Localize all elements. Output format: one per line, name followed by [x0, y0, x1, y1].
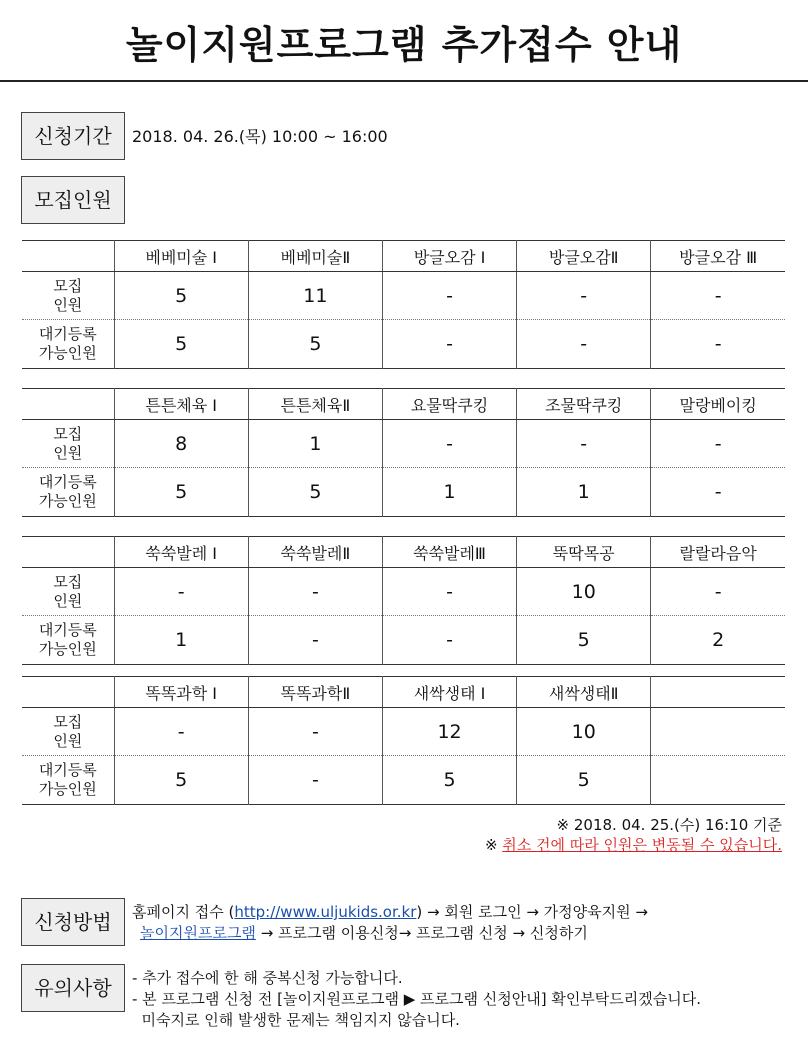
- row-label-line: 가능인원: [38, 640, 97, 658]
- wait-count: -: [248, 616, 382, 665]
- program-name: [651, 677, 785, 708]
- row-label-recruit: [22, 568, 114, 616]
- warning-text: 취소 건에 따라 인원은 변동될 수 있습니다.: [502, 836, 782, 854]
- wait-count: 2: [651, 616, 785, 665]
- wait-count: [651, 756, 785, 805]
- warning-note: [485, 834, 782, 855]
- recruit-count: 11: [248, 272, 382, 320]
- wait-count: -: [651, 468, 785, 517]
- wait-count: 1: [114, 616, 248, 665]
- program-name: 방글오감 Ⅲ: [651, 241, 785, 272]
- wait-count: -: [517, 320, 651, 369]
- program-table-4: [22, 676, 785, 805]
- method-line2-suffix: → 프로그램 이용신청→ 프로그램 신청 → 신청하기: [255, 924, 588, 942]
- program-name: 랄랄라음악: [651, 537, 785, 568]
- notice-line-1: - 추가 접수에 한 해 중복신청 가능합니다.: [132, 969, 403, 987]
- notice-line-3: 미숙지로 인해 발생한 문제는 책임지지 않습니다.: [132, 1011, 460, 1029]
- program-name: 새싹생태 I: [382, 677, 516, 708]
- program-name: 요물딱쿠킹: [382, 389, 516, 420]
- period-label: 신청기간: [21, 112, 125, 160]
- program-name: 베베미술Ⅱ: [248, 241, 382, 272]
- corner-cell: [22, 241, 114, 272]
- corner-cell: [22, 389, 114, 420]
- program-name: 방글오감Ⅱ: [517, 241, 651, 272]
- row-label-line: 인원: [53, 443, 83, 462]
- program-name: 새싹생태Ⅱ: [517, 677, 651, 708]
- wait-count: 5: [114, 756, 248, 805]
- recruit-count: -: [651, 568, 785, 616]
- wait-count: 5: [517, 616, 651, 665]
- program-table-2: [22, 388, 785, 517]
- recruit-count: 8: [114, 420, 248, 468]
- row-label-line: 인원: [53, 591, 83, 610]
- row-label-line: 가능인원: [38, 492, 97, 510]
- row-label-line: 가능인원: [38, 780, 97, 798]
- row-label-line: 가능인원: [38, 344, 97, 362]
- program-name: 똑똑과학 I: [114, 677, 248, 708]
- recruit-count: -: [248, 568, 382, 616]
- homepage-link[interactable]: http://www.uljukids.or.kr: [234, 903, 417, 921]
- row-label-recruit: [22, 272, 114, 320]
- program-name: 방글오감 I: [382, 241, 516, 272]
- row-label-wait: [22, 616, 114, 665]
- recruit-count: -: [651, 420, 785, 468]
- recruit-count: -: [248, 708, 382, 756]
- recruit-count: -: [382, 568, 516, 616]
- program-name: 쑥쑥발레Ⅲ: [382, 537, 516, 568]
- wait-count: -: [651, 320, 785, 369]
- program-table-1: [22, 240, 785, 369]
- row-label-line: 대기등록: [38, 325, 97, 343]
- notice-line-2: - 본 프로그램 신청 전 [놀이지원프로그램 ▶ 프로그램 신청안내] 확인부탁드리겠습니다.: [132, 990, 701, 1008]
- row-label-line: 모집: [53, 572, 83, 591]
- notice-label: 유의사항: [21, 964, 125, 1012]
- program-name: 쑥쑥발레 I: [114, 537, 248, 568]
- wait-count: 5: [114, 468, 248, 517]
- recruit-count: -: [114, 568, 248, 616]
- row-label-line: 모집: [53, 712, 83, 731]
- program-table-3: [22, 536, 785, 665]
- recruit-count: -: [651, 272, 785, 320]
- row-label-recruit: [22, 420, 114, 468]
- wait-count: 5: [382, 756, 516, 805]
- recruit-count: -: [382, 420, 516, 468]
- program-name: 베베미술 I: [114, 241, 248, 272]
- method-line-1: [132, 902, 648, 923]
- recruit-count: 12: [382, 708, 516, 756]
- warning-prefix: ※: [484, 836, 503, 854]
- wait-count: -: [382, 616, 516, 665]
- wait-count: -: [248, 756, 382, 805]
- corner-cell: [22, 677, 114, 708]
- row-label-wait: [22, 756, 114, 805]
- program-name: 말랑베이킹: [651, 389, 785, 420]
- recruit-label: 모집인원: [21, 176, 125, 224]
- recruit-count: -: [114, 708, 248, 756]
- program-name: 쑥쑥발레Ⅱ: [248, 537, 382, 568]
- program-name: 똑똑과학Ⅱ: [248, 677, 382, 708]
- row-label-wait: [22, 320, 114, 369]
- wait-count: 1: [382, 468, 516, 517]
- wait-count: 5: [114, 320, 248, 369]
- wait-count: 5: [248, 320, 382, 369]
- recruit-count: 10: [517, 708, 651, 756]
- program-link[interactable]: 놀이지원프로그램: [140, 924, 256, 942]
- wait-count: 5: [248, 468, 382, 517]
- row-label-line: 인원: [53, 731, 83, 750]
- method-prefix: 홈페이지 접수 (: [132, 903, 235, 921]
- row-label-line: 인원: [53, 295, 83, 314]
- program-name: 뚝딱목공: [517, 537, 651, 568]
- program-name: 튼튼체육Ⅱ: [248, 389, 382, 420]
- recruit-count: -: [382, 272, 516, 320]
- row-label-line: 대기등록: [38, 761, 97, 779]
- period-value: 2018. 04. 26.(목) 10:00 ~ 16:00: [132, 127, 388, 146]
- row-label-wait: [22, 468, 114, 517]
- recruit-count: -: [517, 420, 651, 468]
- recruit-count: 5: [114, 272, 248, 320]
- row-label-line: 모집: [53, 424, 83, 443]
- wait-count: -: [382, 320, 516, 369]
- method-label: 신청방법: [21, 898, 125, 946]
- wait-count: 5: [517, 756, 651, 805]
- corner-cell: [22, 537, 114, 568]
- recruit-count: [651, 708, 785, 756]
- row-label-line: 모집: [53, 276, 83, 295]
- recruit-count: -: [517, 272, 651, 320]
- program-name: 튼튼체육 I: [114, 389, 248, 420]
- page-title: 놀이지원프로그램 추가접수 안내: [0, 10, 808, 82]
- recruit-count: 10: [517, 568, 651, 616]
- method-line-2: [132, 923, 648, 944]
- method-suffix: ) → 회원 로그인 → 가정양육지원 →: [416, 903, 648, 921]
- notice-text: [132, 968, 701, 1031]
- row-label-line: 대기등록: [38, 621, 97, 639]
- row-label-line: 대기등록: [38, 473, 97, 491]
- wait-count: 1: [517, 468, 651, 517]
- recruit-count: 1: [248, 420, 382, 468]
- method-text: [132, 902, 648, 944]
- basis-note: ※ 2018. 04. 25.(수) 16:10 기준: [556, 816, 782, 834]
- row-label-recruit: [22, 708, 114, 756]
- program-name: 조물딱쿠킹: [517, 389, 651, 420]
